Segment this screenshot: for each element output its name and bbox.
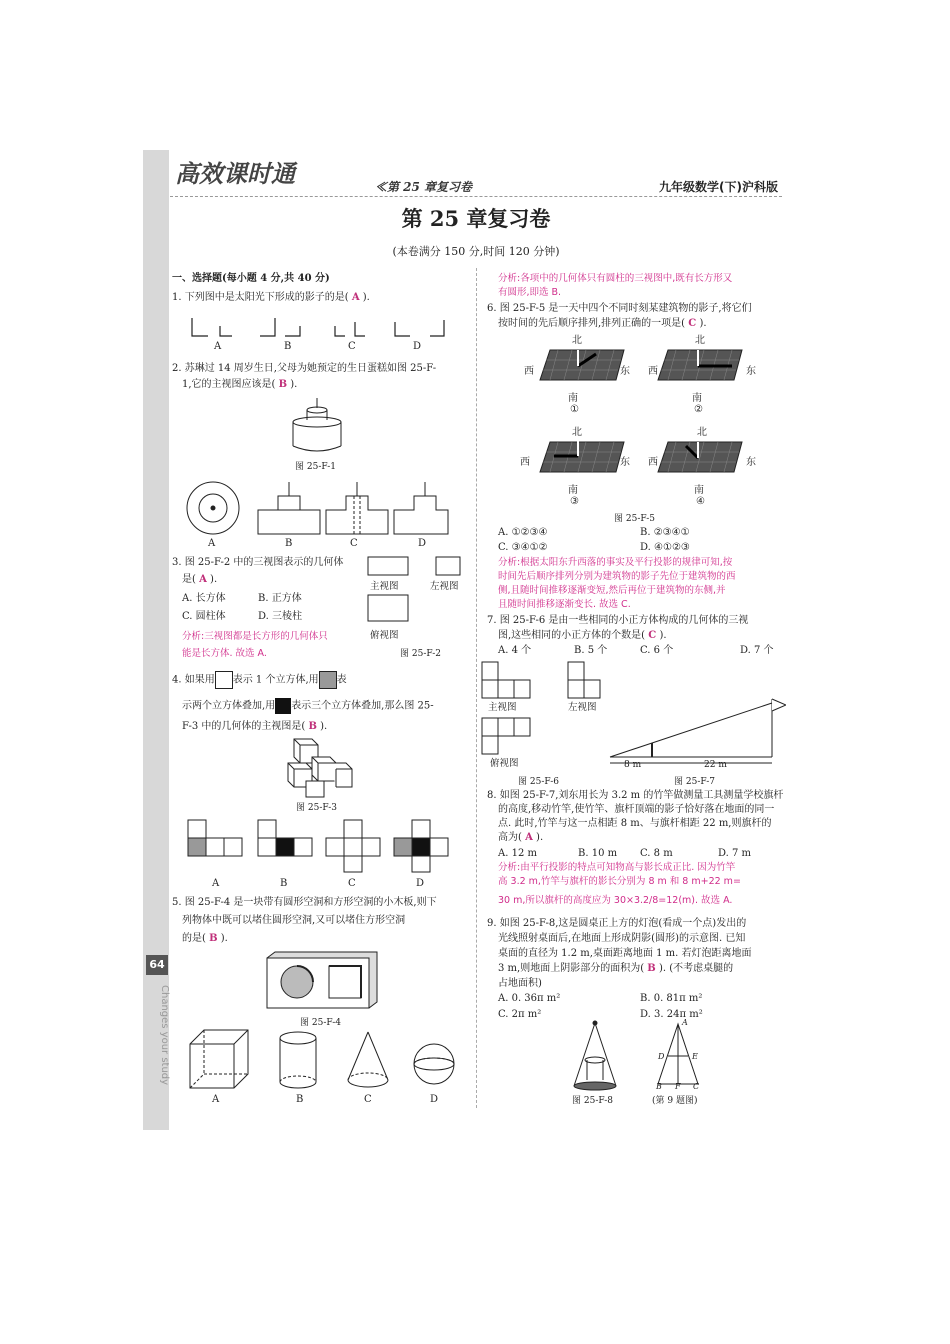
question-9-line2: 光线照射桌面后,在地面上形成阴影(圆形)的示意图. 已知 xyxy=(498,933,746,944)
dir-south: 南 xyxy=(694,485,704,496)
dir-south: 南 xyxy=(692,393,702,404)
shadow-panel-2 xyxy=(656,346,746,384)
q9-option-a: A. 0. 36π m² xyxy=(498,993,561,1004)
question-6-line2: 按时间的先后顺序排列,排列正确的一项是( C ). xyxy=(498,318,707,329)
dir-west: 西 xyxy=(648,457,658,468)
question-4-line2: 示两个立方体叠加,用 表示三个立方体叠加,那么图 25- xyxy=(182,698,434,714)
vertex-E: E xyxy=(692,1052,698,1061)
triple-cube-icon xyxy=(275,698,291,714)
shadow-panel-4 xyxy=(656,438,746,476)
dir-west: 西 xyxy=(520,457,530,468)
question-9-line1: 9. 如图 25-F-8,这是圆桌正上方的灯泡(看成一个点)发出的 xyxy=(487,918,747,929)
question-1: 1. 下列图中是太阳光下形成的影子的是( A ). xyxy=(172,292,370,303)
q6-analysis-line4: 且随时间推移逐渐变长. 故选 C. xyxy=(498,599,631,610)
figure-25-F-6: 图 25-F-6 xyxy=(518,777,559,787)
panel-label: ③ xyxy=(570,496,579,507)
dir-north: 北 xyxy=(695,335,705,346)
dir-south: 南 xyxy=(568,393,578,404)
q1-option-label: A xyxy=(214,341,222,352)
q8-analysis-line2: 高 3.2 m,竹竿与旗杆的影长分别为 8 m 和 8 m+22 m= xyxy=(498,876,741,887)
vertex-A: A xyxy=(682,1018,688,1027)
q7-label-left-view: 左视图 xyxy=(568,702,597,713)
lamp-table-figure xyxy=(570,1020,620,1092)
question-3-line1: 3. 图 25-F-2 中的三视图表示的几何体 xyxy=(172,557,344,568)
q8-option-a: A. 12 m xyxy=(498,848,537,859)
q8-option-c: C. 8 m xyxy=(640,848,673,859)
panel-label: ④ xyxy=(696,496,705,507)
q9-option-b: B. 0. 81π m² xyxy=(640,993,703,1004)
dir-east: 东 xyxy=(620,457,630,468)
question-6-line1: 6. 图 25-F-5 是一天中四个不同时刻某建筑物的影子,将它们 xyxy=(487,303,752,314)
flagpole-figure xyxy=(608,695,786,767)
q7-option-b: B. 5 个 xyxy=(574,645,608,656)
q5-option-solids xyxy=(188,1028,460,1090)
dir-north: 北 xyxy=(572,335,582,346)
question-8-line2: 的高度,移动竹竿,使竹竿、旗杆顶端的影子恰好落在地面的同一 xyxy=(498,804,775,815)
q2-option-label: D xyxy=(418,538,427,549)
header-chapter: ≪第 25 章复习卷 xyxy=(375,180,473,194)
dir-east: 东 xyxy=(746,457,756,468)
page-title: 第 25 章复习卷 xyxy=(401,206,551,231)
q5-option-label: A xyxy=(212,1094,220,1105)
label-top-view: 俯视图 xyxy=(370,630,399,641)
panel-label: ① xyxy=(570,404,579,415)
q2-option-label: A xyxy=(208,538,216,549)
question-9-line5: 占地面积) xyxy=(498,978,542,989)
q6-analysis-line1: 分析:根据太阳东升西落的事实及平行投影的规律可知,按 xyxy=(498,557,733,568)
figure-25-F-7: 图 25-F-7 xyxy=(674,777,715,787)
figure-25-F-8: 图 25-F-8 xyxy=(572,1096,613,1106)
header-grade: 九年级数学(下)沪科版 xyxy=(659,180,778,194)
figure-25-F-3: 图 25-F-3 xyxy=(296,803,337,813)
spine-slogan: Changes your study xyxy=(159,985,170,1086)
dir-east: 东 xyxy=(746,366,756,377)
label-left-view: 左视图 xyxy=(430,581,459,592)
single-cube-icon xyxy=(215,671,233,689)
question-4-line3: F-3 中的几何体的主视图是( B ). xyxy=(182,721,328,732)
vertex-D: D xyxy=(658,1052,665,1061)
q1-shadow-figures xyxy=(190,316,460,338)
page-header xyxy=(170,150,782,196)
dir-north: 北 xyxy=(572,427,582,438)
question-8-line4: 高为( A ). xyxy=(498,832,544,843)
question-5-line2: 列物体中既可以堵住圆形空洞,又可以堵住方形空洞 xyxy=(182,915,406,926)
q6-option-b: B. ②③④① xyxy=(640,527,690,538)
q3-analysis-line2: 能是长方体. 故选 A. xyxy=(182,648,267,659)
question-8-line3: 点. 此时,竹竿与这一点相距 8 m、与旗杆相距 22 m,则旗杆的 xyxy=(498,818,772,829)
q4-option-label: B xyxy=(280,878,288,889)
header-divider xyxy=(170,196,782,197)
q8-analysis-line1: 分析:由平行投影的特点可知物高与影长成正比. 因为竹竿 xyxy=(498,862,736,873)
q2-option-figures xyxy=(180,480,450,536)
q7-option-c: C. 6 个 xyxy=(640,645,674,656)
q6-option-d: D. ④①②③ xyxy=(640,542,690,553)
figure-25-F-1: 图 25-F-1 xyxy=(295,462,336,472)
q7-option-a: A. 4 个 xyxy=(498,645,532,656)
question-8-line1: 8. 如图 25-F-7,刘东用长为 3.2 m 的竹竿做测量工具测量学校旗杆 xyxy=(487,790,784,801)
q3-option-d: D. 三棱柱 xyxy=(258,611,303,622)
q4-option-figures xyxy=(186,818,466,874)
question-5-line3: 的是( B ). xyxy=(182,933,228,944)
q7-label-top-view: 俯视图 xyxy=(490,758,519,769)
q5-option-label: B xyxy=(296,1094,304,1105)
section-heading: 一、选择题(每小题 4 分,共 40 分) xyxy=(172,273,330,284)
question-4-line1: 4. 如果用 表示 1 个立方体,用 表 xyxy=(172,671,347,689)
q8-option-b: B. 10 m xyxy=(578,848,618,859)
q3-option-c: C. 圆柱体 xyxy=(182,611,226,622)
q3-analysis-line1: 分析:三视图都是长方形的几何体只 xyxy=(182,631,328,642)
q6-analysis-line3: 侧,且随时间推移逐渐变短,然后再位于建筑物的东侧,并 xyxy=(498,585,726,596)
fig7-label-8m: 8 m xyxy=(624,760,642,770)
vertex-F: F xyxy=(675,1082,681,1091)
q2-option-label: C xyxy=(350,538,358,549)
q4-option-label: C xyxy=(348,878,356,889)
q6-option-c: C. ③④①② xyxy=(498,542,548,553)
question-3-line2: 是( A ). xyxy=(182,574,218,585)
question-9-line3: 桌面的直径为 1.2 m,桌面距离地面 1 m. 若灯泡距离地面 xyxy=(498,948,752,959)
q2-option-label: B xyxy=(285,538,293,549)
q7-label-main-view: 主视图 xyxy=(488,702,517,713)
vertex-B: B xyxy=(656,1082,662,1091)
logo: 高效课时通 xyxy=(175,160,295,188)
cake-figure xyxy=(290,396,344,456)
q4-option-label: A xyxy=(212,878,220,889)
q5-option-label: C xyxy=(364,1094,372,1105)
q1-option-label: D xyxy=(413,341,422,352)
q5-option-label: D xyxy=(430,1094,439,1105)
q6-analysis-line2: 时间先后顺序排列分别为建筑物的影子先位于建筑物的西 xyxy=(498,571,736,582)
label-main-view: 主视图 xyxy=(370,581,399,592)
q8-analysis-line3: 30 m,所以旗杆的高度应为 30×3.2/8=12(m). 故选 A. xyxy=(498,895,733,906)
page-number: 64 xyxy=(146,955,168,975)
question-2-line1: 2. 苏琳过 14 周岁生日,父母为她预定的生日蛋糕如图 25-F- xyxy=(172,363,437,374)
dir-north: 北 xyxy=(697,427,707,438)
column-divider xyxy=(476,268,477,1108)
shadow-panel-3 xyxy=(538,438,628,476)
question-2-line2: 1,它的主视图应该是( B ). xyxy=(182,379,298,390)
dir-west: 西 xyxy=(648,366,658,377)
figure-25-F-2: 图 25-F-2 xyxy=(400,649,441,659)
q6-option-a: A. ①②③④ xyxy=(498,527,548,538)
double-cube-icon xyxy=(319,671,337,689)
q9-option-d: D. 3. 24π m² xyxy=(640,1009,703,1020)
page-spine xyxy=(143,150,169,1130)
wooden-board-figure xyxy=(265,950,380,1012)
dir-south: 南 xyxy=(568,485,578,496)
question-5-line1: 5. 图 25-F-4 是一块带有圆形空洞和方形空洞的小木板,则下 xyxy=(172,897,437,908)
q4-option-label: D xyxy=(416,878,425,889)
question-7-line1: 7. 图 25-F-6 是由一些相同的小正方体构成的几何体的三视 xyxy=(487,615,749,626)
q7-option-d: D. 7 个 xyxy=(740,645,774,656)
q3-option-a: A. 长方体 xyxy=(182,593,226,604)
q1-option-label: B xyxy=(284,341,292,352)
figure-25-F-5: 图 25-F-5 xyxy=(614,514,655,524)
shadow-panel-1 xyxy=(538,346,628,384)
panel-label: ② xyxy=(694,404,703,415)
dir-east: 东 xyxy=(620,366,630,377)
vertex-C: C xyxy=(693,1082,700,1091)
q1-option-label: C xyxy=(348,341,356,352)
question-9-line4: 3 m,则地面上阴影部分的面积为( B ). (不考虑桌腿的 xyxy=(498,963,734,974)
dir-west: 西 xyxy=(524,366,534,377)
q5-analysis-line2: 有圆形,即选 B. xyxy=(498,287,562,298)
page-subtitle: (本卷满分 150 分,时间 120 分钟) xyxy=(392,245,560,258)
question-7-line2: 图,这些相同的小正方体的个数是( C ). xyxy=(498,630,667,641)
q3-option-b: B. 正方体 xyxy=(258,593,302,604)
fig7-label-22m: 22 m xyxy=(704,760,727,770)
q8-option-d: D. 7 m xyxy=(718,848,752,859)
q5-analysis-line1: 分析:各项中的几何体只有圆柱的三视图中,既有长方形又 xyxy=(498,273,733,284)
q9-option-c: C. 2π m² xyxy=(498,1009,542,1020)
q9-figure-caption: (第 9 题图) xyxy=(652,1096,698,1106)
stacked-cubes-figure xyxy=(284,737,354,799)
figure-25-F-4: 图 25-F-4 xyxy=(300,1018,341,1028)
